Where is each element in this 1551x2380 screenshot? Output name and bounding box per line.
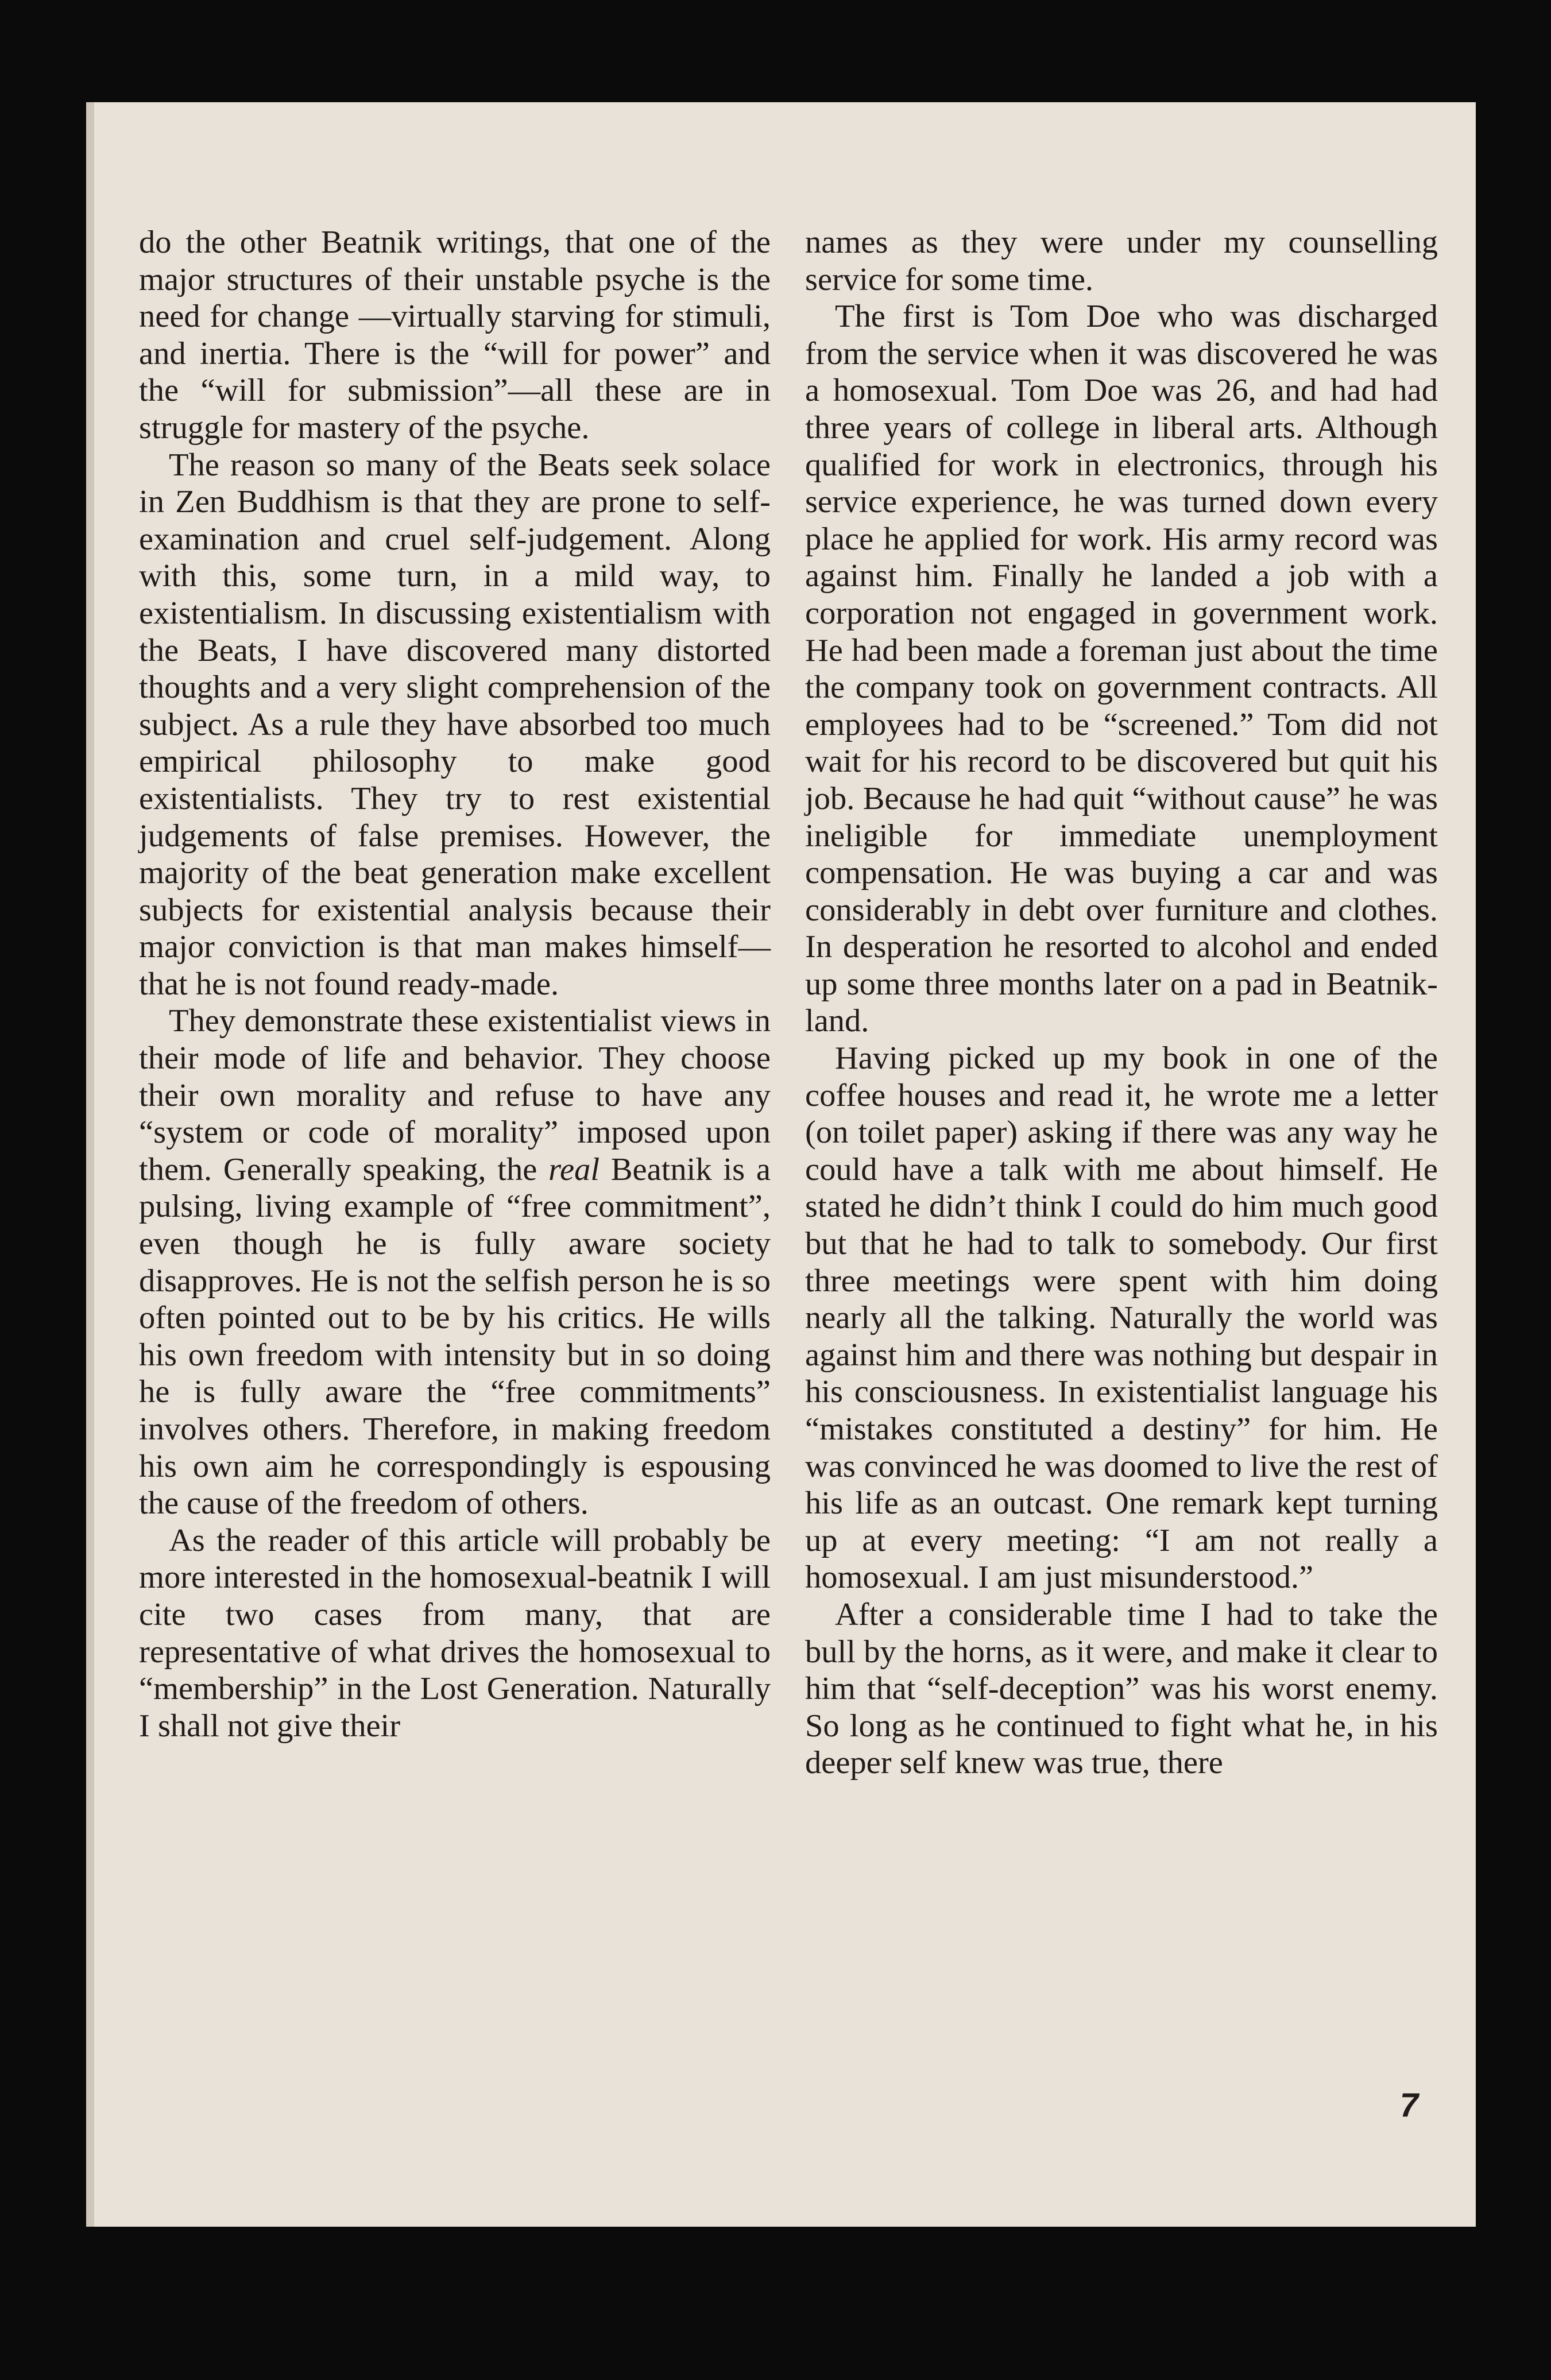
paragraph: After a considerable time I had to take the bull by the horns, as it were, and make it clear to him that “self-deception” was his worst enemy. So long as he continued to fight what he, in his deeper self knew was true, there bbox=[805, 1596, 1438, 1781]
paragraph: The reason so many of the Beats seek solace in Zen Buddhism is that they are prone to self-examination and cruel self-judgement. Along with this, some turn, in a mild way, to existentialism. In discussing existentialism with the Beats, I have discovered many distorted thoughts and a very slight comprehension of the subject. As a rule they have absorbed too much empirical philosophy to make good existentialists. They try to rest existential judgements of false premises. However, the majority of the beat generation make excellent subjects for existential analysis because their major conviction is that man makes himself—that he is not found ready-made. bbox=[139, 447, 771, 1002]
paragraph: do the other Beatnik writings, that one of the major structures of their unstable psyche is the need for change —virtually starving for stimuli, and inertia. There is the “will for power” and the “will for submission”—all these are in struggle for mastery of the psyche. bbox=[139, 225, 771, 446]
page-number: 7 bbox=[1399, 2087, 1418, 2124]
paragraph: names as they were under my counselling service for some time. bbox=[805, 225, 1438, 297]
emphasized-word: real bbox=[548, 1151, 600, 1187]
paragraph: As the reader of this article will probably be more interested in the homosexual-beatnik I will cite two cases from many, that are representative of what drives the homosexual to “membership” in the Lost Generation. Naturally I shall not give their bbox=[139, 1522, 771, 1744]
magazine-page bbox=[86, 102, 1476, 2227]
paragraph: The first is Tom Doe who was discharged from the service when it was discovered he was a homosexual. Tom Doe was 26, and had had three years of college in liberal arts. Although qualified for work in electronics, through his service experience, he was turned down every place he applied for work. His army record was against him. Finally he landed a job with a corporation not engaged in government work. He had been made a foreman just about the time the company took on government contracts. All employees had to be “screened.” Tom did not wait for his record to be discovered but quit his job. Because he had quit “without cause” he was ineligible for immediate unemployment compensation. He was buying a car and was considerably in debt over furniture and clothes. In desperation he resorted to alcohol and ended up some three months later on a pad in Beatnik-land. bbox=[805, 299, 1438, 1039]
paragraph: Having picked up my book in one of the coffee houses and read it, he wrote me a letter (on toilet paper) asking if there was any way he could have a talk with me about himself. He stated he didn’t think I could do him much good but that he had to talk to somebody. Our first three meetings were spent with him doing nearly all the talking. Naturally the world was against him and there was nothing but despair in his consciousness. In existentialist language his “mistakes constituted a destiny” for him. He was convinced he was doomed to live the rest of his life as an outcast. One remark kept turning up at every meeting: “I am not really a homosexual. I am just misunderstood.” bbox=[805, 1040, 1438, 1596]
paragraph-text: They demonstrate these existentialist views in their mode of life and behavior. They choose their own morality and refuse to have any “system or code of morality” imposed upon them. Generally speaking, the bbox=[139, 1003, 771, 1187]
right-text-column bbox=[805, 224, 1438, 1782]
paragraph-text: Beatnik is a pulsing, living example of “free commitment”, even though he is fully aware society disapproves. He is not the selfish person he is so often pointed out to be by his critics. He wills his own freedom with intensity but in so doing he is fully aware the “free commitments” involves others. Therefore, in making freedom his own aim he correspondingly is espousing the cause of the freedom of others. bbox=[139, 1151, 771, 1522]
left-text-column bbox=[139, 224, 771, 1744]
paragraph bbox=[139, 1003, 771, 1522]
